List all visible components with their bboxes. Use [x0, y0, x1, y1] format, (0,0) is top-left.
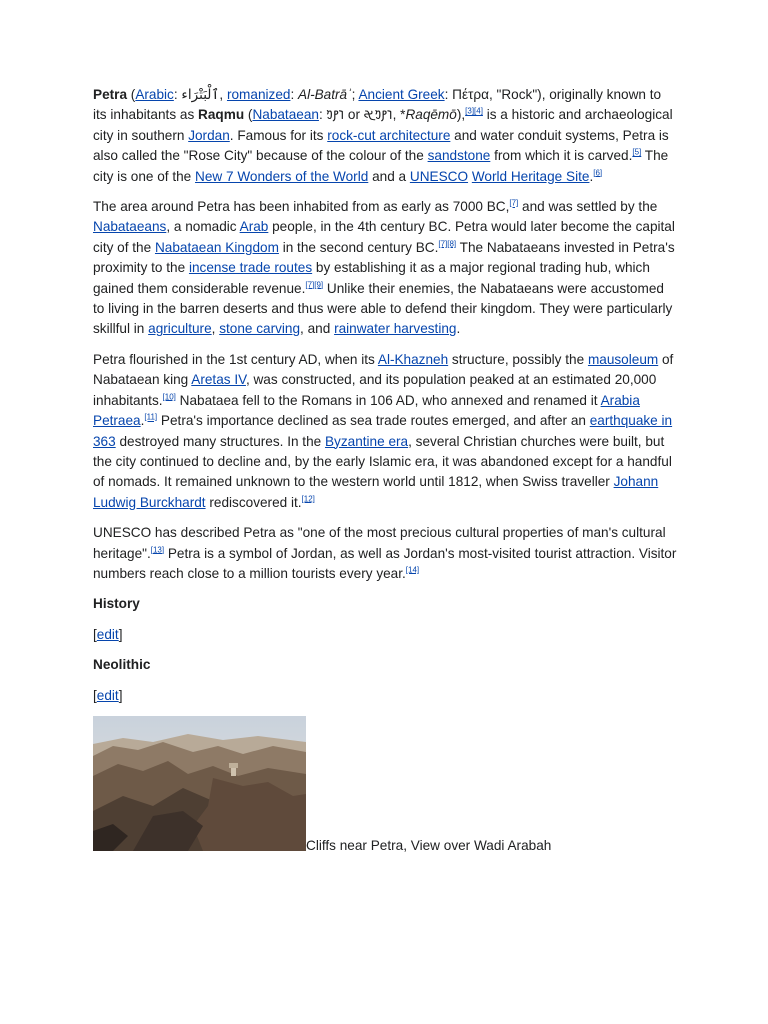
- link-incense-trade-routes[interactable]: incense trade routes: [188, 260, 313, 276]
- link-agriculture[interactable]: agriculture: [148, 321, 212, 337]
- link-stone-carving[interactable]: stone carving: [219, 321, 301, 337]
- cliffs-photo[interactable]: [93, 716, 306, 851]
- link-sandstone[interactable]: sandstone: [427, 148, 491, 164]
- figure-caption: Cliffs near Petra, View over Wadi Arabah: [306, 837, 552, 853]
- edit-neolithic-link[interactable]: edit: [96, 687, 119, 703]
- link-romanized[interactable]: romanized: [226, 87, 291, 102]
- ref-5[interactable]: [5]: [632, 147, 642, 157]
- ref-11[interactable]: [11]: [144, 412, 158, 422]
- paragraph-history-summary: The area around Petra has been inhabited from as early as 7000 BC,[7] and was settled by the Nabataeans, a nomadic Arab people, in the 4th century BC. Petra would later become the capital city of the Nabataean Kingdom in the second century BC.[7][8] The Nabataeans invested in Petra's proximity to the incense trade routes by establishing it as a major regional trading hub, which gained them considerable revenue.[7][9] Unlike their enemies, the Nabataeans were accustomed to living in the barren deserts and thus were able to defend their kingdom. They were particularly skillful in agriculture, stone carving, and rainwater harvesting.: [93, 198, 675, 337]
- ref-12[interactable]: [12]: [301, 494, 315, 504]
- link-nabataeans[interactable]: Nabataeans: [93, 219, 167, 235]
- link-byzantine-era[interactable]: Byzantine era: [324, 433, 409, 449]
- link-rock-cut-architecture[interactable]: rock-cut architecture: [327, 127, 451, 143]
- link-earthquake-363[interactable]: earthquake in 363: [93, 413, 673, 449]
- heading-neolithic: Neolithic: [93, 657, 151, 673]
- link-arabic[interactable]: Arabic: [135, 87, 174, 102]
- link-unesco[interactable]: UNESCO: [409, 168, 469, 184]
- edit-history: [edit]: [93, 626, 123, 642]
- ref-14[interactable]: [14]: [405, 565, 420, 575]
- link-ancient-greek[interactable]: Ancient Greek: [358, 87, 445, 102]
- link-mausoleum[interactable]: mausoleum: [587, 351, 659, 367]
- intro-paragraph: Petra (Arabic: ٱلْبَتْرَاء, romanized: Al-Batrāʾ; Ancient Greek: Πέτρα, "Rock"), originally known to its inhabitants as Raqmu (Nabataean: 𐢛𐢚𐢓 or 𐢛𐢚𐢓𐢀, *Raqēmō),[3][4] is a historic and archaeological city in southern Jordan. Famous for its rock-cut architecture and water conduit systems, Petra is also called the "Rose City" because of the colour of the sandstone from which it is carved.[5] The city is one of the New 7 Wonders of the World and a UNESCO World Heritage Site.[6]: [93, 87, 673, 184]
- link-aretas-iv[interactable]: Aretas IV: [191, 372, 246, 388]
- ref-3-4[interactable]: [3][4]: [465, 106, 483, 116]
- figure-cliffs: [93, 716, 678, 852]
- paragraph-unesco: UNESCO has described Petra as "one of the most precious cultural properties of man's cultural heritage".[13] Petra is a symbol of Jordan, as well as Jordan's most-visited tourist attraction. Visitor numbers reach close to a million tourists every year.[14]: [93, 525, 677, 581]
- link-arabia-petraea[interactable]: Arabia Petraea: [93, 392, 640, 429]
- article-body: [93, 85, 678, 852]
- link-new7-wonders[interactable]: New 7 Wonders of the World: [195, 168, 369, 184]
- link-rainwater-harvesting[interactable]: rainwater harvesting: [334, 321, 457, 337]
- link-world-heritage-site[interactable]: World Heritage Site: [471, 168, 590, 184]
- link-jordan[interactable]: Jordan: [188, 127, 230, 143]
- ref-13[interactable]: [13]: [150, 545, 165, 554]
- link-nabataean[interactable]: Nabataean: [252, 107, 319, 123]
- raqmu-bold: Raqmu: [198, 107, 245, 123]
- ref-7[interactable]: [7]: [509, 198, 519, 208]
- edit-neolithic: [edit]: [93, 687, 123, 703]
- ref-10[interactable]: [10]: [162, 392, 176, 402]
- link-nabataean-kingdom[interactable]: Nabataean Kingdom: [154, 239, 279, 255]
- paragraph-flourishing: Petra flourished in the 1st century AD, when its Al-Khazneh structure, possibly the mausoleum of Nabataean king Aretas IV, was constructed, and its population peaked at an estimated 20,000 inhabitants.[10] Nabataea fell to the Romans in 106 AD, who annexed and renamed it Arabia Petraea.[11] Petra's importance declined as sea trade routes emerged, and after an earthquake in 363 destroyed many structures. In the Byzantine era, several Christian churches were built, but the city continued to decline and, by the early Islamic era, it was abandoned except for a handful of nomads. It remained unknown to the western world until 1812, when Swiss traveller Johann Ludwig Burckhardt rediscovered it.[12]: [93, 351, 674, 510]
- edit-history-link[interactable]: edit: [96, 626, 119, 642]
- article-title-bold: Petra: [93, 87, 128, 102]
- link-al-khazneh[interactable]: Al-Khazneh: [377, 351, 449, 367]
- ref-7-8[interactable]: [7][8]: [438, 239, 457, 249]
- heading-history: History: [93, 596, 140, 612]
- link-burckhardt[interactable]: Johann Ludwig Burckhardt: [93, 474, 659, 510]
- arabic-name: ٱلْبَتْرَاء: [181, 87, 220, 102]
- link-arab[interactable]: Arab: [239, 219, 269, 235]
- ref-7-9[interactable]: [7][9]: [305, 280, 324, 290]
- ref-6[interactable]: [6]: [593, 168, 603, 178]
